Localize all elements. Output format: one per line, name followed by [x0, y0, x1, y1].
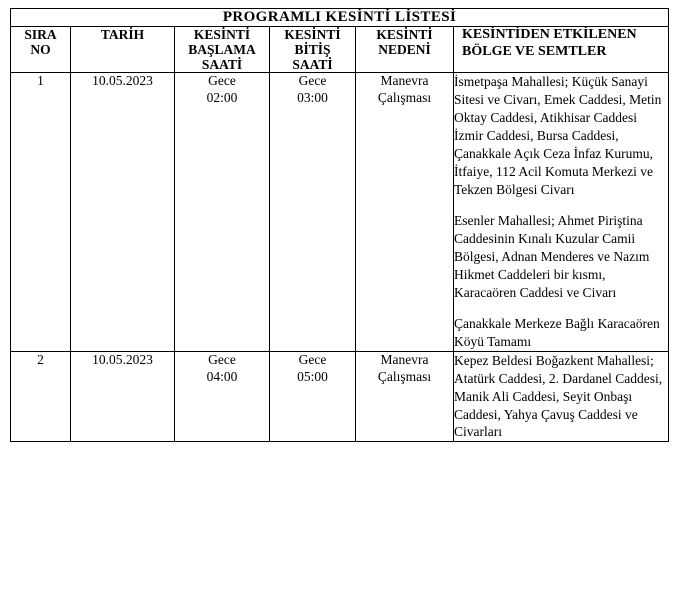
- column-header-no-line2: NO: [30, 42, 51, 58]
- cell-start-time: [175, 73, 270, 351]
- cell-row-number: 2: [11, 351, 71, 442]
- cell-start-time: [175, 351, 270, 442]
- cell-row-number: 1: [11, 73, 71, 351]
- cell-reason: [356, 351, 454, 442]
- column-header-start-line1: KESİNTİ: [193, 27, 251, 42]
- end-time-label: Gece: [298, 73, 327, 89]
- column-header-start-line2: BAŞLAMA: [188, 42, 256, 58]
- start-time-value: 02:00: [206, 90, 238, 106]
- column-header-region-line2: BÖLGE VE SEMTLER: [462, 43, 607, 59]
- cell-date: 10.05.2023: [71, 351, 175, 442]
- column-header-no: [11, 27, 71, 73]
- cell-reason: [356, 73, 454, 351]
- column-header-start-time: [175, 27, 270, 73]
- region-block: İsmetpaşa Mahallesi; Küçük Sanayi Sitesi ve Civarı, Emek Caddesi, Metin Oktay Caddesi, Atikhisar Caddesi İzmir Caddesi, Bursa Caddesi, Çanakkale Açık Ceza İnfaz Kurumu, İtfaiye, 112 Acil Komuta Merkezi ve Tekzen Bölgesi Civarı: [454, 74, 662, 198]
- column-header-end-line2: BİTİŞ: [294, 42, 331, 58]
- end-time-label: Gece: [298, 351, 327, 367]
- start-time-label: Gece: [208, 73, 236, 89]
- outage-schedule-table: [10, 8, 669, 442]
- column-header-reason-line2: NEDENİ: [378, 42, 431, 58]
- column-header-end-line1: KESİNTİ: [284, 27, 341, 42]
- end-time-value: 03:00: [297, 90, 328, 106]
- column-header-start-line3: SAATİ: [201, 57, 243, 73]
- column-header-reason: [356, 27, 454, 73]
- column-header-no-line1: SIRA: [24, 27, 57, 42]
- start-time-value: 04:00: [206, 368, 238, 384]
- reason-line2: Çalışması: [377, 90, 432, 106]
- end-time-value: 05:00: [297, 368, 328, 384]
- table-header-row: [11, 27, 669, 73]
- cell-end-time: [270, 351, 356, 442]
- page-title: PROGRAMLI KESİNTİ LİSTESİ: [11, 9, 669, 27]
- reason-line1: Manevra: [380, 73, 429, 89]
- reason-line1: Manevra: [380, 351, 429, 367]
- cell-affected-regions: [454, 73, 669, 351]
- region-block: Kepez Beldesi Boğazkent Mahallesi; Atatürk Caddesi, 2. Dardanel Caddesi, Manik Ali Caddesi, Seyit Onbaşı Caddesi, Yahya Çavuş Caddesi ve Civarları: [454, 352, 663, 440]
- cell-affected-regions: [454, 351, 669, 442]
- column-header-date: TARİH: [71, 27, 175, 73]
- column-header-end-line3: SAATİ: [292, 57, 333, 73]
- region-block: Esenler Mahallesi; Ahmet Piriştina Caddesinin Kınalı Kuzular Camii Bölgesi, Adnan Menderes ve Nazım Hikmet Caddeleri bir kısmı, Karacaören Caddesi ve Civarı: [454, 213, 650, 300]
- column-header-reason-line1: KESİNTİ: [376, 27, 433, 42]
- cell-end-time: [270, 73, 356, 351]
- column-header-end-time: [270, 27, 356, 73]
- column-header-region-line1: KESİNTİDEN ETKİLENEN: [462, 27, 637, 42]
- column-header-region: [454, 27, 669, 73]
- reason-line2: Çalışması: [377, 368, 432, 384]
- table-title-row: [11, 9, 669, 27]
- region-block: Çanakkale Merkeze Bağlı Karacaören Köyü Tamamı: [454, 315, 660, 349]
- table-row: [11, 73, 669, 351]
- cell-date: 10.05.2023: [71, 73, 175, 351]
- table-row: [11, 351, 669, 442]
- start-time-label: Gece: [208, 351, 236, 367]
